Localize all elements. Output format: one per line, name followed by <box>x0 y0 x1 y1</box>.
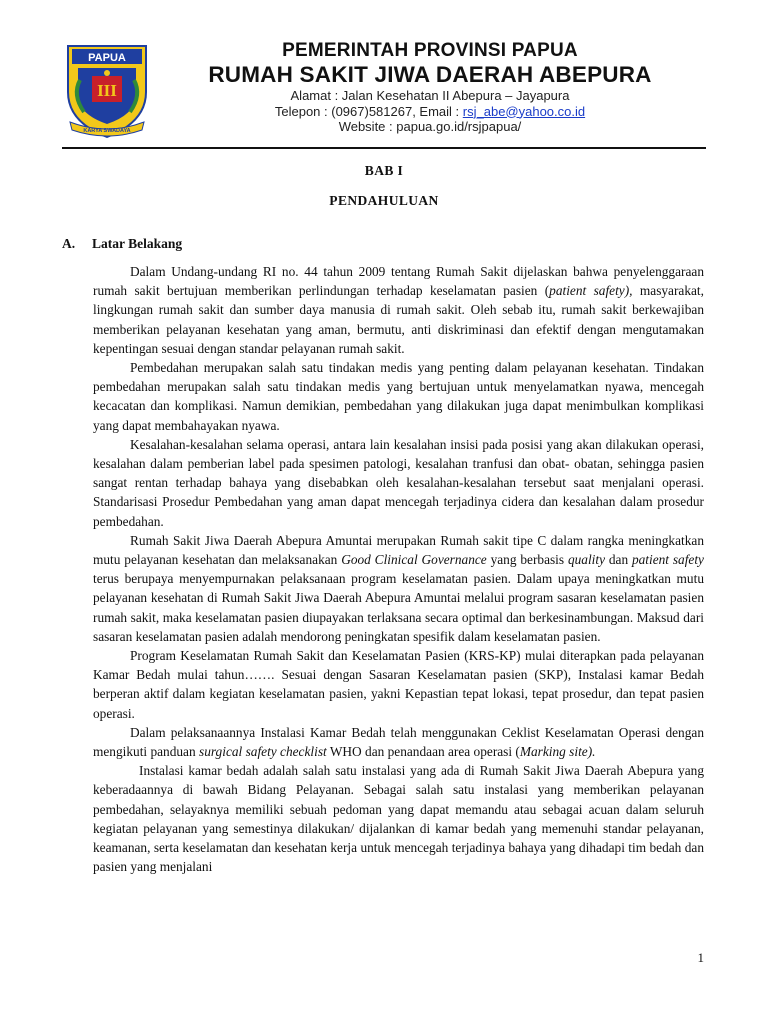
government-name: PEMERINTAH PROVINSI PAPUA <box>282 40 578 61</box>
email-link[interactable]: rsj_abe@yahoo.co.id <box>462 103 586 119</box>
paragraph-text: terus berupaya menyempurnakan pelaksanaan program keselamatan pasien. Dalam upaya meningkatkan mutu pelayanan kesehatan di Rumah Sakit Jiwa Daerah Abepura Amuntai melalui program sasaran keselamatan pasien rumah sakit, maka keselamatan pasien diupayakan terlaksana secara optimal dan berkesinambungan. Maksud dari sasaran keselamatan pasien adalah mendorong peningkatan spesifik dalam keselamatan pasien. <box>93 571 704 644</box>
paragraph-text: Pembedahan merupakan salah satu tindakan medis yang penting dalam pelayanan kesehatan. Tindakan pembedahan merupakan salah satu tindakan medis yang bertujuan untuk menyelamatkan nyawa, mencegah kecacatan dan komplikasi. Namun demikian, pembedahan yang dilakukan juga dapat menimbulkan komplikasi yang dapat membahayakan nyawa. <box>93 360 704 433</box>
body-text <box>93 262 704 877</box>
body-paragraph <box>93 531 704 646</box>
website-line: Website : papua.go.id/rsjpapua/ <box>338 119 522 134</box>
chapter-number: BAB I <box>364 163 404 178</box>
body-paragraph <box>93 646 704 723</box>
logo-numeral: III <box>97 81 117 100</box>
address-line: Alamat : Jalan Kesehatan II Abepura – Jayapura <box>290 88 570 103</box>
italic-term: Marking site). <box>519 744 596 760</box>
body-paragraph <box>93 723 704 761</box>
paragraph-text: Dalam Undang-undang RI no. 44 tahun 2009 tentang Rumah Sakit dijelaskan bahwa penyelenggaraan rumah sakit bertujuan memberikan perlindungan terhadap keselamatan pasien ( <box>93 264 704 299</box>
logo-top-text: PAPUA <box>88 52 126 64</box>
section-title: Latar Belakang <box>92 236 183 251</box>
papua-shield-logo <box>62 40 152 140</box>
letterhead-text <box>160 40 700 135</box>
body-paragraph <box>93 761 704 876</box>
phone-text: Telepon : (0967)581267, Email : <box>274 103 463 119</box>
paragraph-text: Rumah Sakit Jiwa Daerah Abepura Amuntai merupakan Rumah sakit tipe C dalam rangka meningkatkan mutu pelayanan kesehatan dan melaksanakan <box>93 532 704 568</box>
paragraph-text: yang berbasis <box>486 552 568 568</box>
body-paragraph <box>93 435 704 531</box>
paragraph-text: Program Keselamatan Rumah Sakit dan Keselamatan Pasien (KRS-KP) mulai diterapkan pada pelayanan Kamar Bedah mulai tahun……. Sesuai dengan Sasaran Keselamatan pasien (SKP), Instalasi kamar Bedah berperan aktif dalam kegiatan keselamatan pasien, yakni Kepastian tepat lokasi, tepat prosedur, dan tepat pasien operasi. <box>93 648 704 721</box>
hospital-name: RUMAH SAKIT JIWA DAERAH ABEPURA <box>208 62 652 87</box>
italic-term: Good Clinical Governance <box>341 552 487 568</box>
paragraph-text: WHO dan penandaan area operasi ( <box>326 744 520 760</box>
paragraph-text: dan <box>605 552 632 568</box>
paragraph-text: Dalam pelaksanaannya Instalasi Kamar Bedah telah menggunakan Ceklist Keselamatan Operasi dengan mengikuti panduan <box>93 724 704 760</box>
paragraph-text: Instalasi kamar bedah adalah salah satu instalasi yang ada di Rumah Sakit Jiwa Daerah Abepura yang keberadaannya di bawah Bidang Pelayanan. Sebagai salah satu instalasi yang memberikan pelayanan pembedahan, selayaknya memiliki sebuah pedoman yang dapat memandu atau sebagai acuan dalam seluruh kegiatan pelayanan yang semestinya dilakukan/ dijalankan di kamar bedah yang memenuhi standar pelayanan, keamanan, serta keselamatan dan kesehatan kerja untuk mencegah terjadinya bahaya yang dihadapi tim bedah dan pasien yang menjalani <box>93 763 704 875</box>
italic-term: patient safety), <box>549 283 633 299</box>
contact-line <box>160 104 700 120</box>
body-paragraph <box>93 358 704 435</box>
paragraph-text: Kesalahan-kesalahan selama operasi, antara lain kesalahan insisi pada posisi yang akan dilakukan operasi, kesalahan dalam pemberian label pada spesimen patologi, kesalahan tranfusi dan obat- obatan, sehingga pasien sangat rentan terhadap bahaya yang disebabkan oleh kesalahan-kesalahan tersebut saat menjalani operasi. Standarisasi Prosedur Pembedahan yang aman dapat mencegah terjadinya cidera dan kesalahan dalam prosedur pembedahan. <box>93 436 704 529</box>
letterhead <box>60 36 710 146</box>
italic-term: surgical safety checklist <box>199 744 327 760</box>
italic-term: quality <box>567 552 605 568</box>
section-heading <box>62 236 182 252</box>
letterhead-divider <box>62 147 706 149</box>
italic-term: patient safety <box>631 552 704 568</box>
page-number: 1 <box>697 950 704 965</box>
body-paragraph <box>93 262 704 358</box>
chapter-title: PENDAHULUAN <box>329 193 439 208</box>
logo-bottom-text: KARYA SWADAYA <box>83 128 131 134</box>
paragraph-text: masyarakat, lingkungan rumah sakit dan sumber daya manusia di rumah sakit. Oleh sebab itu, rumah sakit berkewajiban memberikan pelayanan kesehatan yang aman, bermutu, anti diskriminasi dan efektif dengan mengutamakan kepentingan sesuai dengan standar pelayanan rumah sakit. <box>93 283 704 356</box>
section-number: A. <box>62 236 76 251</box>
